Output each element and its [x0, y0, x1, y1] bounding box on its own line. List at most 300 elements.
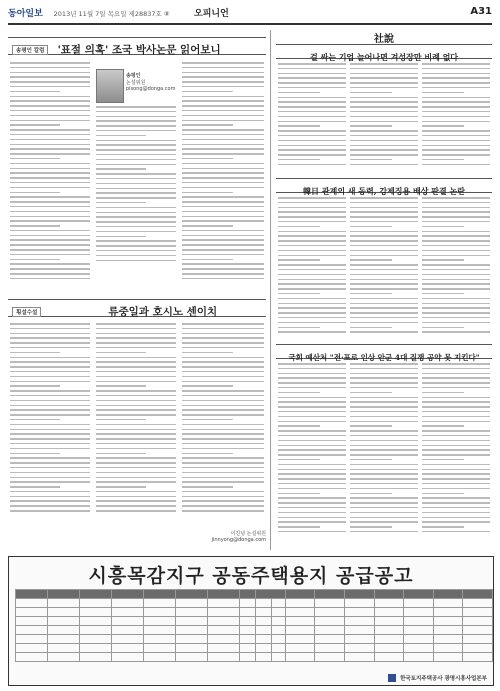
ad-table-cell — [208, 626, 240, 635]
text-line — [350, 154, 418, 156]
text-line — [350, 73, 418, 75]
text-line — [278, 430, 346, 432]
text-line — [278, 312, 346, 314]
text-line — [96, 385, 146, 387]
text-line — [96, 342, 176, 344]
text-line — [182, 385, 233, 387]
text-line — [350, 116, 418, 118]
text-line — [278, 259, 320, 261]
text-line — [422, 493, 464, 495]
text-line — [422, 430, 490, 432]
ad-table-cell — [344, 617, 374, 626]
text-line — [182, 400, 264, 402]
text-line — [10, 342, 90, 344]
text-line — [278, 497, 346, 499]
text-line — [350, 478, 418, 480]
text-line — [422, 140, 490, 142]
text-line — [10, 105, 90, 107]
text-line — [278, 226, 320, 228]
ad-table-cell — [404, 626, 434, 635]
text-line — [182, 62, 264, 64]
text-line — [422, 130, 490, 132]
text-line — [278, 116, 346, 118]
text-line — [350, 317, 418, 319]
text-line — [422, 526, 464, 528]
text-line — [422, 449, 490, 451]
ad-table-cell — [285, 608, 315, 617]
text-line — [10, 244, 90, 246]
text-line — [182, 172, 264, 174]
ad-table-cell — [463, 644, 493, 653]
text-line — [422, 264, 490, 266]
ad-table-cell — [112, 653, 144, 662]
text-line — [350, 382, 418, 384]
text-line — [10, 67, 90, 69]
editorial3-body-1 — [278, 363, 346, 536]
text-line — [278, 221, 346, 223]
text-line — [182, 201, 264, 203]
ad-table-cell — [176, 617, 208, 626]
ad-table-cell — [315, 617, 345, 626]
text-line — [350, 331, 418, 333]
ad-table-cell — [48, 599, 80, 608]
text-line — [350, 445, 418, 447]
author-photo — [96, 69, 124, 103]
text-line — [278, 322, 346, 324]
text-line — [422, 274, 490, 276]
ad-table-cell — [463, 599, 493, 608]
author-byline — [126, 72, 176, 92]
text-line — [96, 481, 176, 483]
text-line — [182, 409, 264, 411]
ad-table-cell — [285, 599, 315, 608]
ad-table-cell — [463, 653, 493, 662]
text-line — [278, 493, 320, 495]
ad-table-cell — [256, 617, 286, 626]
text-line — [422, 416, 490, 418]
ad-table-cell — [374, 644, 404, 653]
text-line — [96, 111, 176, 113]
text-line — [350, 303, 418, 305]
text-line — [182, 124, 233, 126]
text-line — [182, 347, 264, 349]
text-line — [278, 517, 346, 519]
ad-table-cell — [208, 608, 240, 617]
column-body-3 — [182, 62, 264, 283]
text-line — [96, 491, 176, 493]
text-line — [350, 416, 418, 418]
text-line — [182, 211, 264, 213]
ad-table-cell — [112, 635, 144, 644]
text-line — [96, 183, 176, 185]
text-line — [182, 268, 264, 270]
ad-table-cell — [80, 626, 112, 635]
text-line — [278, 121, 346, 123]
text-line — [422, 454, 490, 456]
text-line — [96, 144, 176, 146]
text-line — [182, 158, 233, 160]
editorial1-body-3 — [422, 63, 490, 169]
text-line — [182, 429, 264, 431]
text-line — [10, 448, 90, 450]
text-line — [278, 327, 320, 329]
text-line — [422, 116, 490, 118]
text-line — [422, 221, 490, 223]
ad-table-cell — [80, 635, 112, 644]
text-line — [96, 477, 176, 479]
text-line — [182, 405, 264, 407]
editorial2-header — [276, 178, 492, 196]
text-line — [182, 467, 264, 469]
text-line — [182, 395, 264, 397]
text-line — [182, 337, 264, 339]
text-line — [96, 438, 176, 440]
ad-table-cell — [144, 599, 176, 608]
text-line — [278, 245, 346, 247]
text-line — [96, 381, 176, 383]
text-line — [278, 202, 346, 204]
text-line — [350, 221, 418, 223]
ad-table-cell — [315, 653, 345, 662]
text-line — [350, 259, 392, 261]
ad-table-cell — [80, 653, 112, 662]
text-line — [350, 140, 418, 142]
text-line — [182, 134, 264, 136]
ad-table-cell — [176, 608, 208, 617]
text-line — [350, 406, 418, 408]
text-line — [10, 357, 90, 359]
text-line — [350, 216, 418, 218]
text-line — [10, 100, 90, 102]
section-name: 오피니언 — [194, 9, 229, 19]
text-line — [10, 337, 90, 339]
editorial1-body-2 — [350, 63, 418, 169]
text-line — [422, 425, 464, 427]
text-line — [350, 464, 418, 466]
text-line — [422, 283, 490, 285]
text-line — [96, 197, 176, 199]
text-line — [350, 322, 418, 324]
text-line — [350, 368, 418, 370]
text-line — [10, 172, 90, 174]
text-line — [278, 274, 346, 276]
text-line — [10, 273, 90, 275]
text-line — [182, 235, 264, 237]
text-line — [422, 512, 490, 514]
ad-table-cell — [48, 644, 80, 653]
ad-table-cell — [16, 617, 48, 626]
ad-table-left — [15, 589, 272, 662]
text-line — [278, 77, 346, 79]
text-line — [350, 202, 418, 204]
text-line — [422, 401, 490, 403]
text-line — [96, 347, 176, 349]
text-line — [422, 307, 490, 309]
text-line — [10, 505, 90, 507]
text-line — [422, 159, 464, 161]
text-line — [10, 124, 60, 126]
text-line — [422, 73, 490, 75]
text-line — [350, 488, 418, 490]
text-line — [96, 443, 176, 445]
ad-table-cell — [208, 590, 240, 599]
text-line — [350, 521, 418, 523]
text-line — [10, 158, 60, 160]
text-line — [10, 500, 90, 502]
ad-table-cell — [112, 599, 144, 608]
text-line — [182, 371, 264, 373]
text-line — [422, 459, 464, 461]
editorial3-body-3 — [422, 363, 490, 536]
column-body-2 — [96, 106, 176, 264]
text-line — [350, 449, 418, 451]
column-divider — [270, 30, 271, 550]
text-line — [278, 526, 320, 528]
text-line — [350, 135, 418, 137]
text-line — [278, 473, 346, 475]
ad-table-cell — [80, 599, 112, 608]
ad-table-cell — [433, 617, 463, 626]
text-line — [182, 239, 264, 241]
text-line — [182, 457, 264, 459]
text-line — [422, 216, 490, 218]
text-line — [182, 510, 264, 512]
ad-table-cell — [176, 626, 208, 635]
column2-byline: 이진녕 논설위원 jinnyong@donga.com — [211, 531, 266, 543]
ad-table-right — [255, 589, 493, 662]
text-line — [182, 486, 233, 488]
text-line — [10, 477, 90, 479]
text-line — [182, 144, 264, 146]
text-line — [422, 121, 490, 123]
text-line — [350, 97, 418, 99]
ad-logo-text: 한국토지주택공사 광명시흥사업본부 — [400, 675, 487, 682]
text-line — [182, 381, 264, 383]
text-line — [10, 361, 90, 363]
text-line — [422, 92, 464, 94]
ad-table-cell — [344, 599, 374, 608]
text-line — [278, 101, 346, 103]
text-line — [422, 207, 490, 209]
ad-table-cell — [433, 653, 463, 662]
text-line — [422, 406, 490, 408]
ad-table-cell — [433, 608, 463, 617]
text-line — [10, 390, 90, 392]
text-line — [10, 400, 90, 402]
text-line — [96, 405, 176, 407]
text-line — [350, 307, 418, 309]
text-line — [278, 250, 346, 252]
text-line — [350, 231, 418, 233]
ad-table-cell — [16, 644, 48, 653]
text-line — [422, 259, 464, 261]
text-line — [182, 148, 264, 150]
text-line — [182, 357, 264, 359]
text-line — [350, 497, 418, 499]
text-line — [96, 366, 176, 368]
text-line — [350, 392, 392, 394]
text-line — [182, 168, 264, 170]
text-line — [182, 230, 264, 232]
text-line — [96, 106, 176, 108]
text-line — [10, 486, 60, 488]
text-line — [278, 454, 346, 456]
text-line — [182, 96, 264, 98]
text-line — [96, 240, 176, 242]
ad-table-cell — [48, 626, 80, 635]
text-line — [182, 481, 264, 483]
text-line — [422, 77, 490, 79]
text-line — [422, 226, 464, 228]
text-line — [10, 182, 90, 184]
text-line — [350, 517, 418, 519]
text-line — [96, 376, 176, 378]
text-line — [10, 225, 60, 227]
text-line — [422, 250, 490, 252]
ad-table-cell — [144, 617, 176, 626]
text-line — [350, 240, 418, 242]
text-line — [350, 493, 392, 495]
text-line — [10, 433, 90, 435]
text-line — [422, 377, 490, 379]
text-line — [10, 81, 90, 83]
text-line — [422, 373, 490, 375]
ad-table-cell — [404, 599, 434, 608]
editorial1-header — [276, 44, 492, 62]
text-line — [182, 352, 233, 354]
text-line — [350, 459, 392, 461]
ad-table-cell — [374, 617, 404, 626]
ad-table-cell — [463, 590, 493, 599]
text-line — [96, 333, 176, 335]
text-line — [422, 279, 490, 281]
text-line — [350, 121, 418, 123]
newspaper-name: 동아일보 — [8, 9, 43, 19]
ad-table-cell — [404, 653, 434, 662]
text-line — [278, 269, 346, 271]
text-line — [350, 106, 418, 108]
text-line — [10, 206, 90, 208]
ad-table-cell — [433, 635, 463, 644]
text-line — [96, 453, 146, 455]
text-line — [278, 411, 346, 413]
text-line — [96, 212, 176, 214]
text-line — [10, 86, 90, 88]
text-line — [278, 111, 346, 113]
text-line — [278, 216, 346, 218]
text-line — [278, 164, 346, 166]
text-line — [422, 411, 490, 413]
text-line — [278, 240, 346, 242]
text-line — [182, 472, 264, 474]
text-line — [10, 163, 90, 165]
text-line — [422, 478, 490, 480]
editorial3-body-2 — [350, 363, 418, 536]
text-line — [278, 197, 346, 199]
ad-table-cell — [463, 608, 493, 617]
text-line — [10, 196, 90, 198]
text-line — [96, 371, 176, 373]
text-line — [350, 264, 418, 266]
text-line — [10, 385, 60, 387]
text-line — [278, 502, 346, 504]
text-line — [182, 323, 264, 325]
text-line — [10, 110, 90, 112]
ad-table-cell — [256, 644, 286, 653]
text-line — [278, 82, 346, 84]
text-line — [278, 425, 320, 427]
text-line — [422, 464, 490, 466]
text-line — [182, 453, 233, 455]
text-line — [96, 245, 176, 247]
ad-table-cell — [16, 608, 48, 617]
text-line — [182, 177, 264, 179]
text-line — [350, 440, 418, 442]
ad-table-cell — [112, 626, 144, 635]
text-line — [182, 249, 264, 251]
ad-table-cell — [256, 653, 286, 662]
ad-table-cell — [16, 626, 48, 635]
text-line — [182, 81, 264, 83]
text-line — [182, 192, 233, 194]
text-line — [278, 401, 346, 403]
ad-table-cell — [112, 590, 144, 599]
text-line — [422, 507, 490, 509]
ad-table-cell — [144, 644, 176, 653]
text-line — [422, 368, 490, 370]
text-line — [350, 312, 418, 314]
text-line — [278, 92, 320, 94]
text-line — [278, 264, 346, 266]
text-line — [422, 303, 490, 305]
text-line — [278, 373, 346, 375]
text-line — [278, 149, 346, 151]
text-line — [10, 263, 90, 265]
text-line — [182, 225, 233, 227]
author-role: 논설위원 — [126, 80, 146, 86]
text-line — [422, 240, 490, 242]
text-line — [422, 288, 490, 290]
text-line — [278, 397, 346, 399]
column2-header — [8, 299, 266, 317]
ad-table-cell — [176, 635, 208, 644]
text-line — [10, 323, 90, 325]
ad-table-cell — [144, 590, 176, 599]
text-line — [96, 500, 176, 502]
text-line — [96, 419, 146, 421]
text-line — [10, 414, 90, 416]
text-line — [182, 500, 264, 502]
ad-table-cell — [374, 599, 404, 608]
text-line — [182, 76, 264, 78]
ad-table-cell — [48, 590, 80, 599]
text-line — [350, 235, 418, 237]
editorial2-body-1 — [278, 197, 346, 336]
text-line — [350, 250, 418, 252]
ad-table-cell — [285, 617, 315, 626]
text-line — [182, 254, 264, 256]
text-line — [182, 86, 264, 88]
text-line — [182, 91, 233, 93]
text-line — [278, 159, 320, 161]
ad-table-cell — [208, 599, 240, 608]
ad-table-cell — [463, 617, 493, 626]
text-line — [350, 512, 418, 514]
ad-table-cell — [433, 590, 463, 599]
text-line — [422, 517, 490, 519]
text-line — [350, 207, 418, 209]
text-line — [350, 298, 418, 300]
